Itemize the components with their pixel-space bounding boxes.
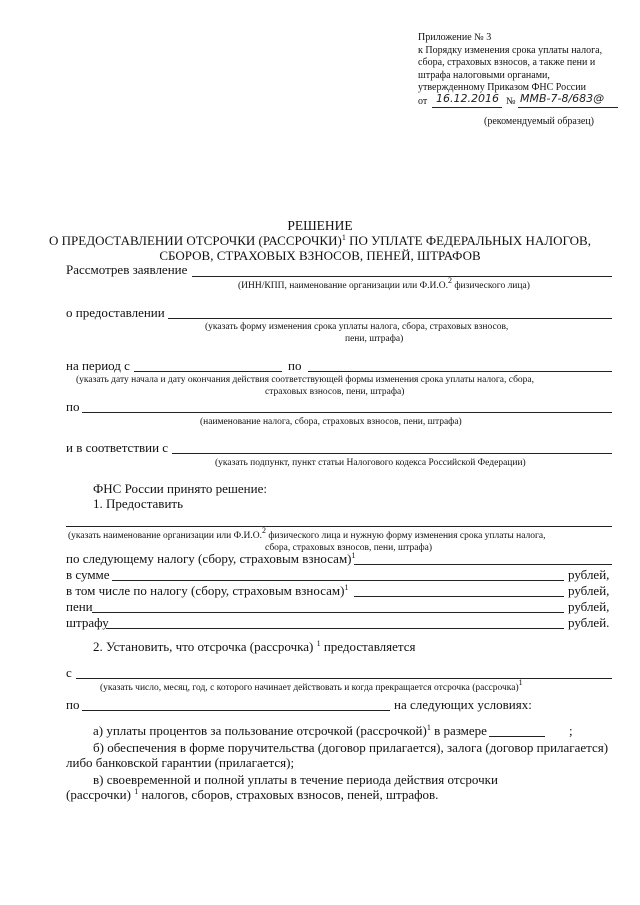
including-tax-label: в том числе по налогу (сбору, страховым взносам)$^1$ [66, 583, 349, 598]
application-hint: (ИНН/КПП, наименование организации или Ф.И.О.$^2$ физического лица) [238, 276, 530, 291]
item-2-text: 2. Установить, что отсрочка (рассрочка) $^1$ предоставляется [93, 639, 416, 654]
amount-currency: рублей, [568, 567, 610, 582]
order-number-value: ММВ-7-8/683@ [520, 92, 605, 105]
to-date-input-line[interactable] [82, 710, 390, 711]
document-title: РЕШЕНИЕ [287, 218, 353, 233]
condition-b-line-2: либо банковской гарантии (прилагается); [66, 755, 295, 770]
recommended-sample-note: (рекомендуемый образец) [484, 116, 594, 127]
header-line-4: утвержденному Приказом ФНС России [418, 82, 586, 93]
period-start-input-line[interactable] [134, 371, 282, 372]
tax-code-input-line[interactable] [172, 453, 612, 454]
item-1-hint-1: (указать наименование организации или Ф.И.О.$^2$ физического лица и нужную форму изменения срока уплаты налога, [68, 526, 546, 541]
tax-name-input-line[interactable] [82, 412, 612, 413]
fine-label: штрафу [66, 615, 109, 630]
condition-a: а) уплаты процентов за пользование отсрочкой (рассрочкой)$^1$ в размере [93, 723, 487, 738]
from-date-label: с [66, 665, 72, 680]
order-date-prefix: от [418, 96, 428, 107]
order-number-prefix: № [506, 96, 516, 107]
interest-rate-input-line[interactable] [489, 736, 545, 737]
condition-c-line-1: в) своевременной и полной уплаты в течение периода действия отсрочки [93, 772, 498, 787]
including-tax-currency: рублей, [568, 583, 610, 598]
order-number-underline [518, 107, 618, 108]
including-tax-input-line[interactable] [354, 596, 564, 597]
order-date-value: 16.12.2016 [436, 92, 499, 105]
tax-type-input-line[interactable] [354, 564, 612, 565]
header-line-2: сбора, страховых взносов, а также пени и [418, 57, 596, 68]
fine-currency: рублей. [568, 615, 610, 630]
penalty-currency: рублей, [568, 599, 610, 614]
amount-label: в сумме [66, 567, 110, 582]
granting-form-input-line[interactable] [168, 318, 612, 319]
header-line-3: штрафа налоговыми органами, [418, 69, 550, 81]
header-line-1: к Порядку изменения срока уплаты налога, [418, 44, 603, 56]
to-date-label: по [66, 697, 80, 712]
tax-type-label: по следующему налогу (сбору, страховым взносам)$^1$ [66, 551, 356, 566]
condition-c-line-2: (рассрочки) $^1$ налогов, сборов, страховых взносов, пеней, штрафов. [66, 787, 439, 802]
tax-code-hint: (указать подпункт, пункт статьи Налогового кодекса Российской Федерации) [215, 458, 526, 468]
from-date-input-line[interactable] [76, 678, 612, 679]
penalty-input-line[interactable] [92, 612, 564, 613]
application-input-line[interactable] [192, 276, 612, 277]
granting-form-hint-1: (указать форму изменения срока уплаты налога, сбора, страховых взносов, [205, 322, 509, 332]
on-granting-label: о предоставлении [66, 305, 165, 320]
conditions-label: на следующих условиях: [394, 697, 532, 712]
considering-label: Рассмотрев заявление [66, 262, 188, 277]
decision-intro: ФНС России принято решение: [93, 481, 267, 496]
period-hint-1: (указать дату начала и дату окончания действия соответствующей формы изменения срока уплаты налога, сбора, [76, 375, 535, 385]
title-line-1: О ПРЕДОСТАВЛЕНИИ ОТСРОЧКИ (РАССРОЧКИ)$^1$ ПО УПЛАТЕ ФЕДЕРАЛЬНЫХ НАЛОГОВ, [49, 233, 591, 248]
fine-input-line[interactable] [106, 628, 564, 629]
order-date-underline [432, 107, 502, 108]
according-label: и в соответствии с [66, 440, 169, 455]
period-from-label: на период с [66, 358, 130, 373]
amount-input-line[interactable] [112, 580, 564, 581]
penalty-label: пени [66, 599, 93, 614]
period-to-label: по [288, 358, 302, 373]
from-date-hint: (указать число, месяц, год, с которого начинает действовать и когда прекращается отсрочка (рассрочка)$^1$ [100, 678, 523, 693]
item-1-label: 1. Предоставить [93, 496, 184, 511]
item-1-input-line[interactable] [66, 526, 612, 527]
tax-name-label: по [66, 399, 80, 414]
condition-a-end: ; [569, 723, 573, 738]
period-hint-2: страховых взносов, пени, штрафа) [265, 387, 405, 397]
tax-name-hint: (наименование налога, сбора, страховых взносов, пени, штрафа) [200, 417, 462, 427]
granting-form-hint-2: пени, штрафа) [345, 334, 404, 344]
condition-b-line-1: б) обеспечения в форме поручительства (договор прилагается), залога (договор прилагается) [93, 740, 609, 755]
period-end-input-line[interactable] [308, 371, 612, 372]
appendix-title: Приложение № 3 [418, 32, 492, 43]
item-1-hint-2: сбора, страховых взносов, пени, штрафа) [265, 543, 433, 553]
title-line-2: СБОРОВ, СТРАХОВЫХ ВЗНОСОВ, ПЕНЕЙ, ШТРАФОВ [159, 248, 481, 263]
